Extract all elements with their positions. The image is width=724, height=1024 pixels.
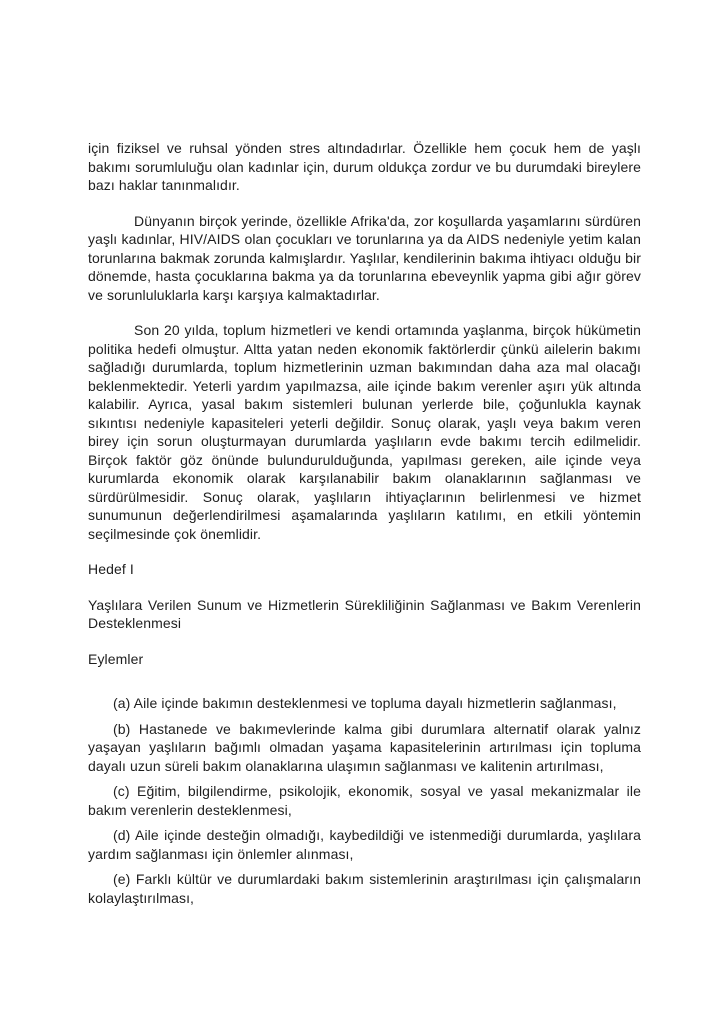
action-item-text: Aile içinde bakımın desteklenmesi ve topluma dayalı hizmetlerin sağlanması, [133,695,617,711]
action-item-text: Eğitim, bilgilendirme, psikolojik, ekonomik, sosyal ve yasal mekanizmalar ile bakım verenlerin desteklenmesi, [88,783,641,818]
document-text-block [88,139,641,907]
body-paragraph-continued: için fiziksel ve ruhsal yönden stres altındadırlar. Özellikle hem çocuk hem de yaşlı bakımı sorumluluğu olan kadınlar için, durum oldukça zordur ve bu durumdaki bireylere bazı haklar tanınmalıdır. [88,140,641,193]
action-item-marker: (d) [113,827,131,843]
action-item-text: Aile içinde desteğin olmadığı, kaybedildiği ve istenmediği durumlarda, yaşlılara yardım sağlanması için önlemler alınması, [88,827,641,862]
action-item [88,870,641,907]
action-item-text: Hastanede ve bakımevlerinde kalma gibi durumlara alternatif olarak yalnız yaşayan yaşlıların bağımlı olmadan yaşama kapasitelerinin artırılması için topluma dayalı uzun süreli bakım olanaklarına ulaşımın sağlanması ve kalitenin artırılması, [88,720,641,774]
action-item [88,826,641,863]
action-item-marker: (c) [113,783,130,799]
body-paragraph: Son 20 yılda, toplum hizmetleri ve kendi ortamında yaşlanma, birçok hükümetin politika hedefi olmuştur. Altta yatan neden ekonomik faktörlerdir çünkü ailelerin bakımı sağladığı durumlarda, toplum hizmetlerinin uzman bakımından daha aza mal olacağı beklenmektedir. Yeterli yardım yapılmazsa, aile içinde bakım verenler aşırı yük altında kalabilir. Ayrıca, yasal bakım sistemleri bulunan yerlerde bile, çoğunlukla kaynak sıkıntısı nedeniyle kapasiteleri yeterli değildir. Sonuç olarak, yaşlı veya bakım veren birey için sorun oluşturmayan durumlarda yaşlıların evde bakımı tercih edilmelidir. Birçok faktör göz önünde bulundurulduğunda, yapılması gereken, aile içinde veya kurumlarda ekonomik olarak karşılanabilir bakım olanaklarının sağlanması ve sürdürülmesidir. Sonuç olarak, yaşlıların ihtiyaçlarının belirlenmesi ve hizmet sunumunun değerlendirilmesi aşamalarında yaşlıların katılımı, en etkili yöntemin seçilmesinde çok önemlidir. [88,322,641,542]
action-item-marker: (b) [113,720,131,737]
action-item-marker: (e) [113,871,131,887]
actions-heading: Eylemler [88,650,144,667]
action-item [88,720,641,776]
goal-label: Hedef I [88,561,134,577]
goal-title: Yaşlılara Verilen Sunum ve Hizmetlerin Sürekliliğinin Sağlanması ve Bakım Verenlerin Desteklenmesi [88,596,641,631]
action-item-marker: (a) [113,695,131,711]
action-item-text: Farklı kültür ve durumlardaki bakım sistemlerinin araştırılması için çalışmaların kolaylaştırılması, [88,871,641,906]
action-item [88,782,641,819]
action-item [88,694,641,713]
body-paragraph: Dünyanın birçok yerinde, özellikle Afrika'da, zor koşullarda yaşamlarını sürdüren yaşlı kadınlar, HIV/AIDS olan çocukları ve torunlarına ya da AIDS nedeniyle yetim kalan torunlarına bakmak zorunda kalmışlardır. Yaşlılar, kendilerinin bakıma ihtiyacı olduğu bir dönemde, hasta çocuklarına bakma ya da torunlarına ebeveynlik yapma gibi ağır görev ve sorunluluklarla karşı karşıya kalmaktadırlar. [88,212,641,303]
